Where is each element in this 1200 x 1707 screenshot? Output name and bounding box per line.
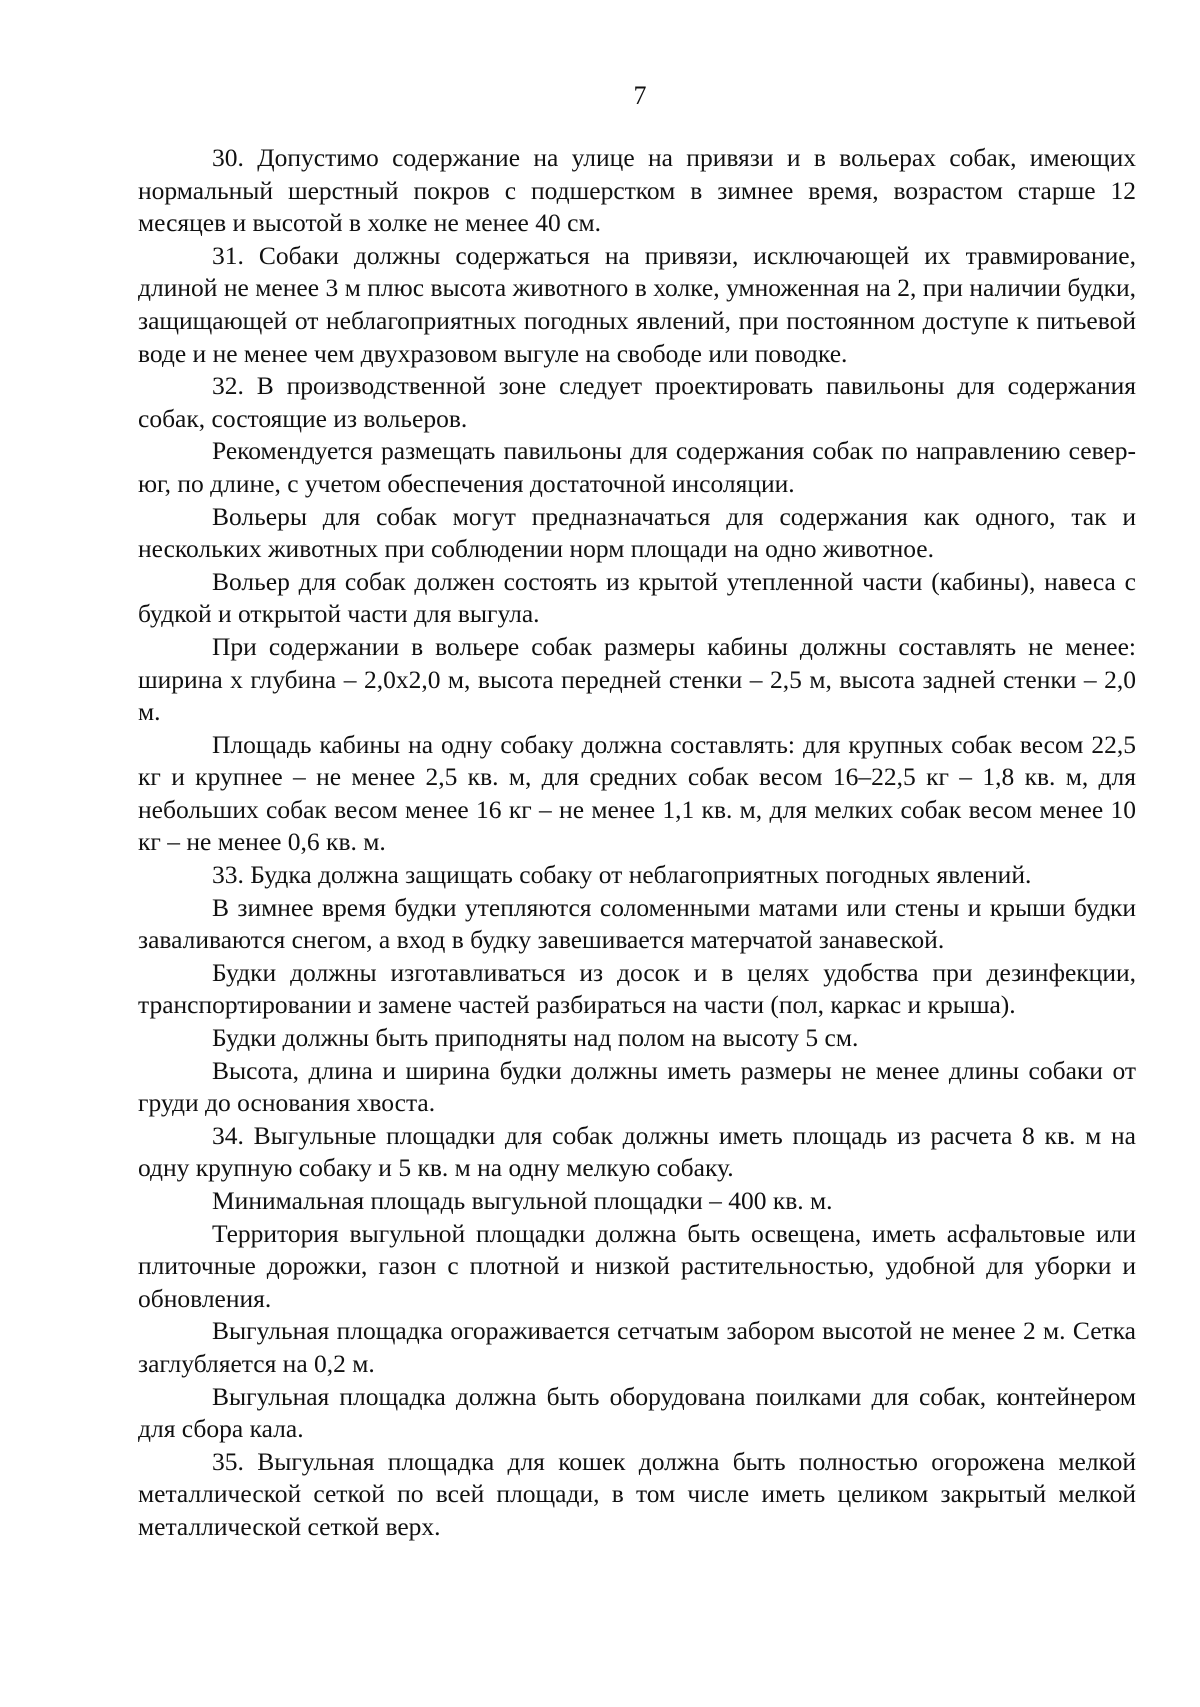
paragraph-34-equipment: Выгульная площадка должна быть оборудована поилками для собак, контейнером для сбора кала. — [138, 1381, 1136, 1444]
paragraph-32-cabin-size: При содержании в вольере собак размеры кабины должны составлять не менее: ширина х глубина – 2,0х2,0 м, высота передней стенки – 2,5 м, высота задней стенки – 2,0 м. — [138, 631, 1136, 727]
paragraph-34: 34. Выгульные площадки для собак должны иметь площадь из расчета 8 кв. м на одну крупную собаку и 5 кв. м на одну мелкую собаку. — [138, 1120, 1136, 1183]
paragraph-32-cabin-area: Площадь кабины на одну собаку должна составлять: для крупных собак весом 22,5 кг и крупнее – не менее 2,5 кв. м, для средних собак весом 16–22,5 кг – 1,8 кв. м, для небольших собак весом менее 16 кг – не менее 1,1 кв. м, для мелких собак весом менее 10 кг – не менее 0,6 кв. м. — [138, 729, 1136, 857]
page-number: 7 — [633, 81, 647, 110]
paragraph-34-territory: Территория выгульной площадки должна быть освещена, иметь асфальтовые или плиточные дорожки, газон с плотной и низкой растительностью, удобной для уборки и обновления. — [138, 1218, 1136, 1313]
paragraph-32-enclosure-parts: Вольер для собак должен состоять из крытой утепленной части (кабины), навеса с будкой и открытой части для выгула. — [138, 566, 1136, 629]
paragraph-33-raised: Будки должны быть приподняты над полом на высоту 5 см. — [212, 1023, 859, 1053]
paragraph-34-fence: Выгульная площадка огораживается сетчатым забором высотой не менее 2 м. Сетка заглубляется на 0,2 м. — [138, 1316, 1136, 1378]
paragraph-31: 31. Собаки должны содержаться на привязи, исключающей их травмирование, длиной не менее 3 м плюс высота животного в холке, умноженная на 2, при наличии будки, защищающей от неблагоприятных погодных явлений, при постоянном доступе к питьевой воде и не менее чем двухразовом выгуле на свободе или поводке. — [138, 240, 1136, 368]
paragraph-34-minimum-area: Минимальная площадь выгульной площадки – 400 кв. м. — [212, 1186, 833, 1215]
paragraph-33-dimensions: Высота, длина и ширина будки должны иметь размеры не менее длины собаки от груди до основания хвоста. — [138, 1055, 1136, 1118]
paragraph-30: 30. Допустимо содержание на улице на привязи и в вольерах собак, имеющих нормальный шерстный покров с подшерстком в зимнее время, возрастом старше 12 месяцев и высотой в холке не менее 40 см. — [138, 143, 1136, 238]
paragraph-33: 33. Будка должна защищать собаку от неблагоприятных погодных явлений. — [212, 860, 1032, 890]
paragraph-33-materials: Будки должны изготавливаться из досок и в целях удобства при дезинфекции, транспортировании и замене частей разбираться на части (пол, каркас и крыша). — [138, 957, 1136, 1020]
paragraph-32: 32. В производственной зоне следует проектировать павильоны для содержания собак, состоящие из вольеров. — [138, 371, 1136, 433]
paragraph-32-enclosure-capacity: Вольеры для собак могут предназначаться для содержания как одного, так и нескольких животных при соблюдении норм площади на одно животное. — [138, 501, 1136, 564]
paragraph-35: 35. Выгульная площадка для кошек должна быть полностью огорожена мелкой металлической сеткой по всей площади, в том числе иметь целиком закрытый мелкой металлической сеткой верх. — [138, 1446, 1136, 1541]
document-body — [138, 142, 1136, 1544]
paragraph-32-orientation: Рекомендуется размещать павильоны для содержания собак по направлению север-юг, по длине, с учетом обеспечения достаточной инсоляции. — [138, 436, 1136, 498]
paragraph-33-winter: В зимнее время будки утепляются соломенными матами или стены и крыши будки заваливаются снегом, а вход в будку завешивается матерчатой занавеской. — [138, 892, 1136, 955]
